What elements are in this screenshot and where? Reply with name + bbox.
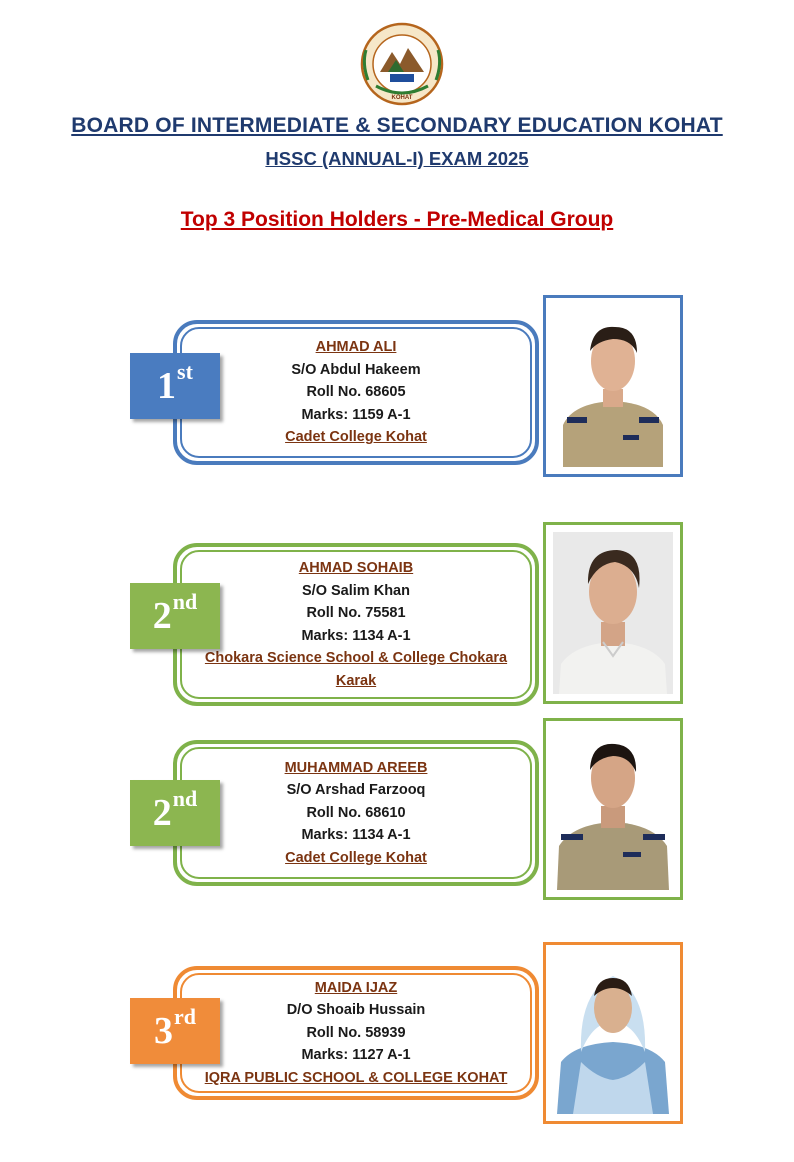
holder-card-1: [173, 320, 539, 465]
holder-marks: Marks: 1127 A-1: [301, 1047, 411, 1064]
holder-relation: S/O Arshad Farzooq: [286, 782, 426, 799]
holder-relation: S/O Abdul Hakeem: [291, 361, 421, 378]
holder-name: MUHAMMAD AREEB: [284, 759, 428, 776]
position-badge-1: [130, 353, 220, 419]
holder-photo-3: [543, 718, 683, 900]
position-suffix: rd: [174, 1004, 196, 1029]
holder-name: AHMAD ALI: [315, 339, 397, 356]
holder-institution: Cadet College Kohat: [285, 849, 427, 866]
holder-relation: D/O Shoaib Hussain: [286, 1002, 426, 1019]
holder-photo-2: [543, 522, 683, 704]
board-title: BOARD OF INTERMEDIATE & SECONDARY EDUCATION KOHAT: [71, 114, 723, 137]
holder-institution: Chokara Science School & College Chokara: [204, 650, 508, 666]
holder-institution-line2: Karak: [335, 672, 377, 689]
holder-institution: Cadet College Kohat: [285, 429, 427, 446]
holder-card-3: [173, 740, 539, 886]
position-badge-2: [130, 583, 220, 649]
position-holders-title: Top 3 Position Holders - Pre-Medical Group: [180, 208, 614, 231]
position-suffix: nd: [172, 786, 198, 811]
position-badge-3: [130, 780, 220, 846]
holder-roll: Roll No. 75581: [306, 605, 406, 621]
position-badge-4: [130, 998, 220, 1064]
holder-card-2: [173, 543, 539, 706]
position-number: 2: [152, 595, 172, 637]
holder-institution: IQRA PUBLIC SCHOOL & COLLEGE KOHAT: [204, 1069, 508, 1086]
holder-marks: Marks: 1134 A-1: [301, 627, 411, 644]
position-number: 3: [154, 1010, 173, 1052]
holder-card-4: [173, 966, 539, 1100]
position-number: 1: [157, 365, 177, 407]
holder-name: AHMAD SOHAIB: [298, 560, 414, 576]
holder-roll: Roll No. 68610: [306, 804, 406, 821]
holder-marks: Marks: 1159 A-1: [301, 406, 411, 423]
holder-roll: Roll No. 58939: [306, 1024, 406, 1041]
holder-photo-1: [543, 295, 683, 477]
holder-marks: Marks: 1134 A-1: [301, 827, 411, 844]
holder-roll: Roll No. 68605: [306, 384, 406, 401]
board-logo: [352, 20, 452, 108]
position-suffix: st: [177, 359, 193, 384]
holder-name: MAIDA IJAZ: [314, 979, 398, 996]
logo-text: KOHAT: [391, 95, 413, 101]
position-suffix: nd: [172, 589, 198, 614]
holder-relation: S/O Salim Khan: [302, 582, 410, 599]
position-number: 2: [152, 792, 172, 834]
exam-title: HSSC (ANNUAL-I) EXAM 2025: [265, 148, 529, 169]
holder-photo-4: [543, 942, 683, 1124]
